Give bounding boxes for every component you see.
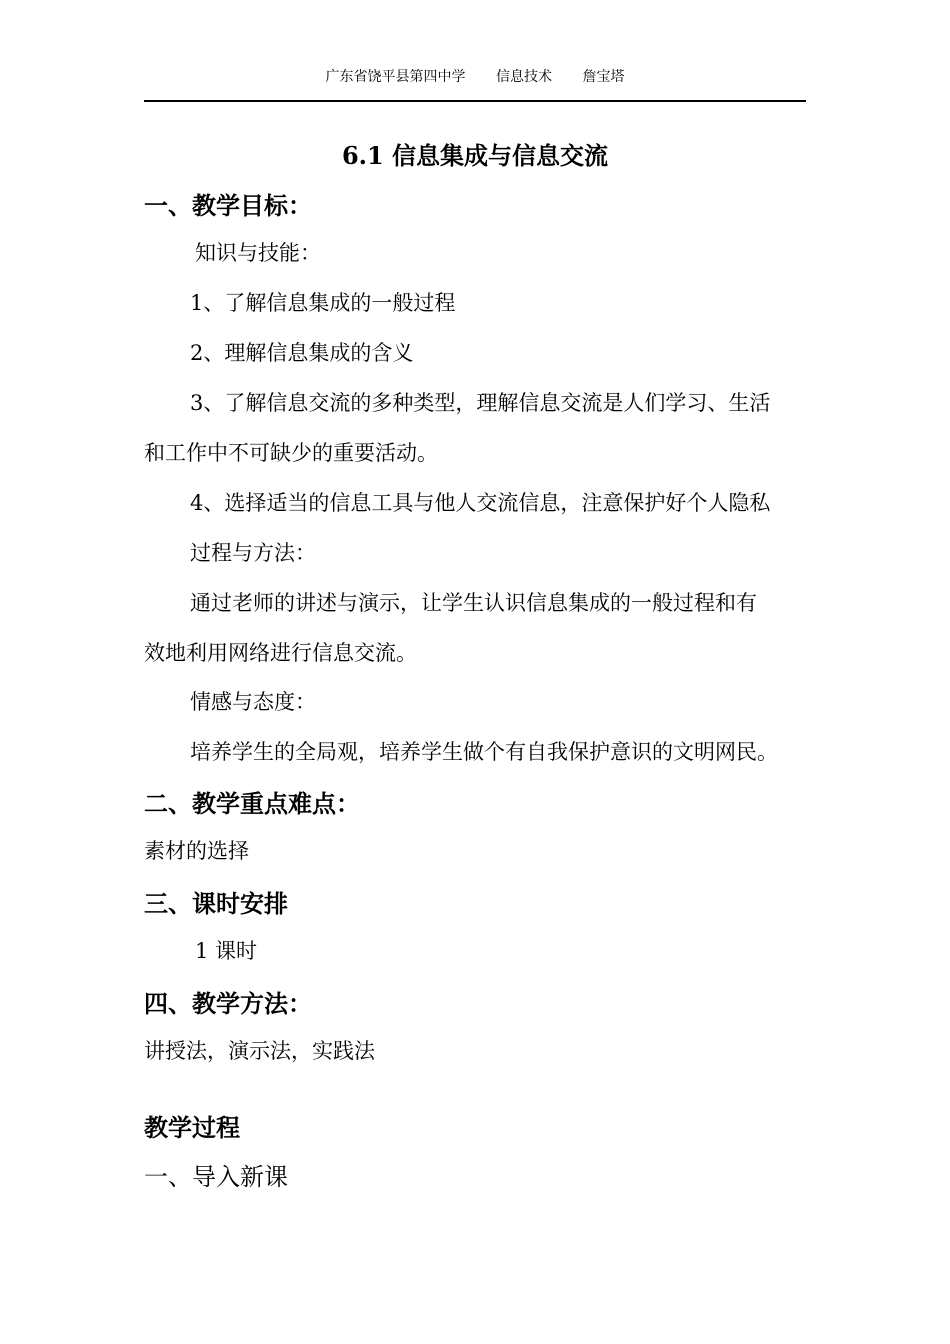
header-rule [144,100,806,102]
header-author: 詹宝塔 [582,69,625,85]
objective-3-line-2: 和工作中不可缺少的重要活动。 [144,441,438,465]
objective-3-line-1: 3、了解信息交流的多种类型，理解信息交流是人们学习、生活 [190,391,771,415]
intro-heading: 一、导入新课 [144,1163,288,1191]
keypoints-heading: 二、教学重点难点： [144,789,360,818]
keypoints-text: 素材的选择 [144,839,249,863]
emotion-text: 培养学生的全局观，培养学生做个有自我保护意识的文明网民。 [190,740,778,764]
page-header [0,66,950,86]
process-method-label: 过程与方法： [190,541,316,565]
knowledge-label: 知识与技能： [195,241,321,265]
methods-heading: 四、教学方法： [144,989,312,1018]
process-method-line-1: 通过老师的讲述与演示，让学生认识信息集成的一般过程和有 [190,591,757,615]
schedule-text: 1 课时 [195,939,258,963]
schedule-heading: 三、课时安排 [144,889,288,918]
process-method-line-2: 效地利用网络进行信息交流。 [144,641,417,665]
teaching-process-heading: 教学过程 [144,1113,240,1142]
header-school: 广东省饶平县第四中学 [325,69,466,85]
header-subject: 信息技术 [496,69,552,85]
objective-4: 4、选择适当的信息工具与他人交流信息，注意保护好个人隐私 [190,491,771,515]
methods-text: 讲授法，演示法，实践法 [144,1039,375,1063]
objectives-heading: 一、教学目标： [144,191,312,220]
emotion-label: 情感与态度： [190,690,316,714]
objective-1: 1、了解信息集成的一般过程 [190,291,456,315]
objective-2: 2、理解信息集成的含义 [190,341,414,365]
document-title: 6.1 信息集成与信息交流 [341,141,609,170]
